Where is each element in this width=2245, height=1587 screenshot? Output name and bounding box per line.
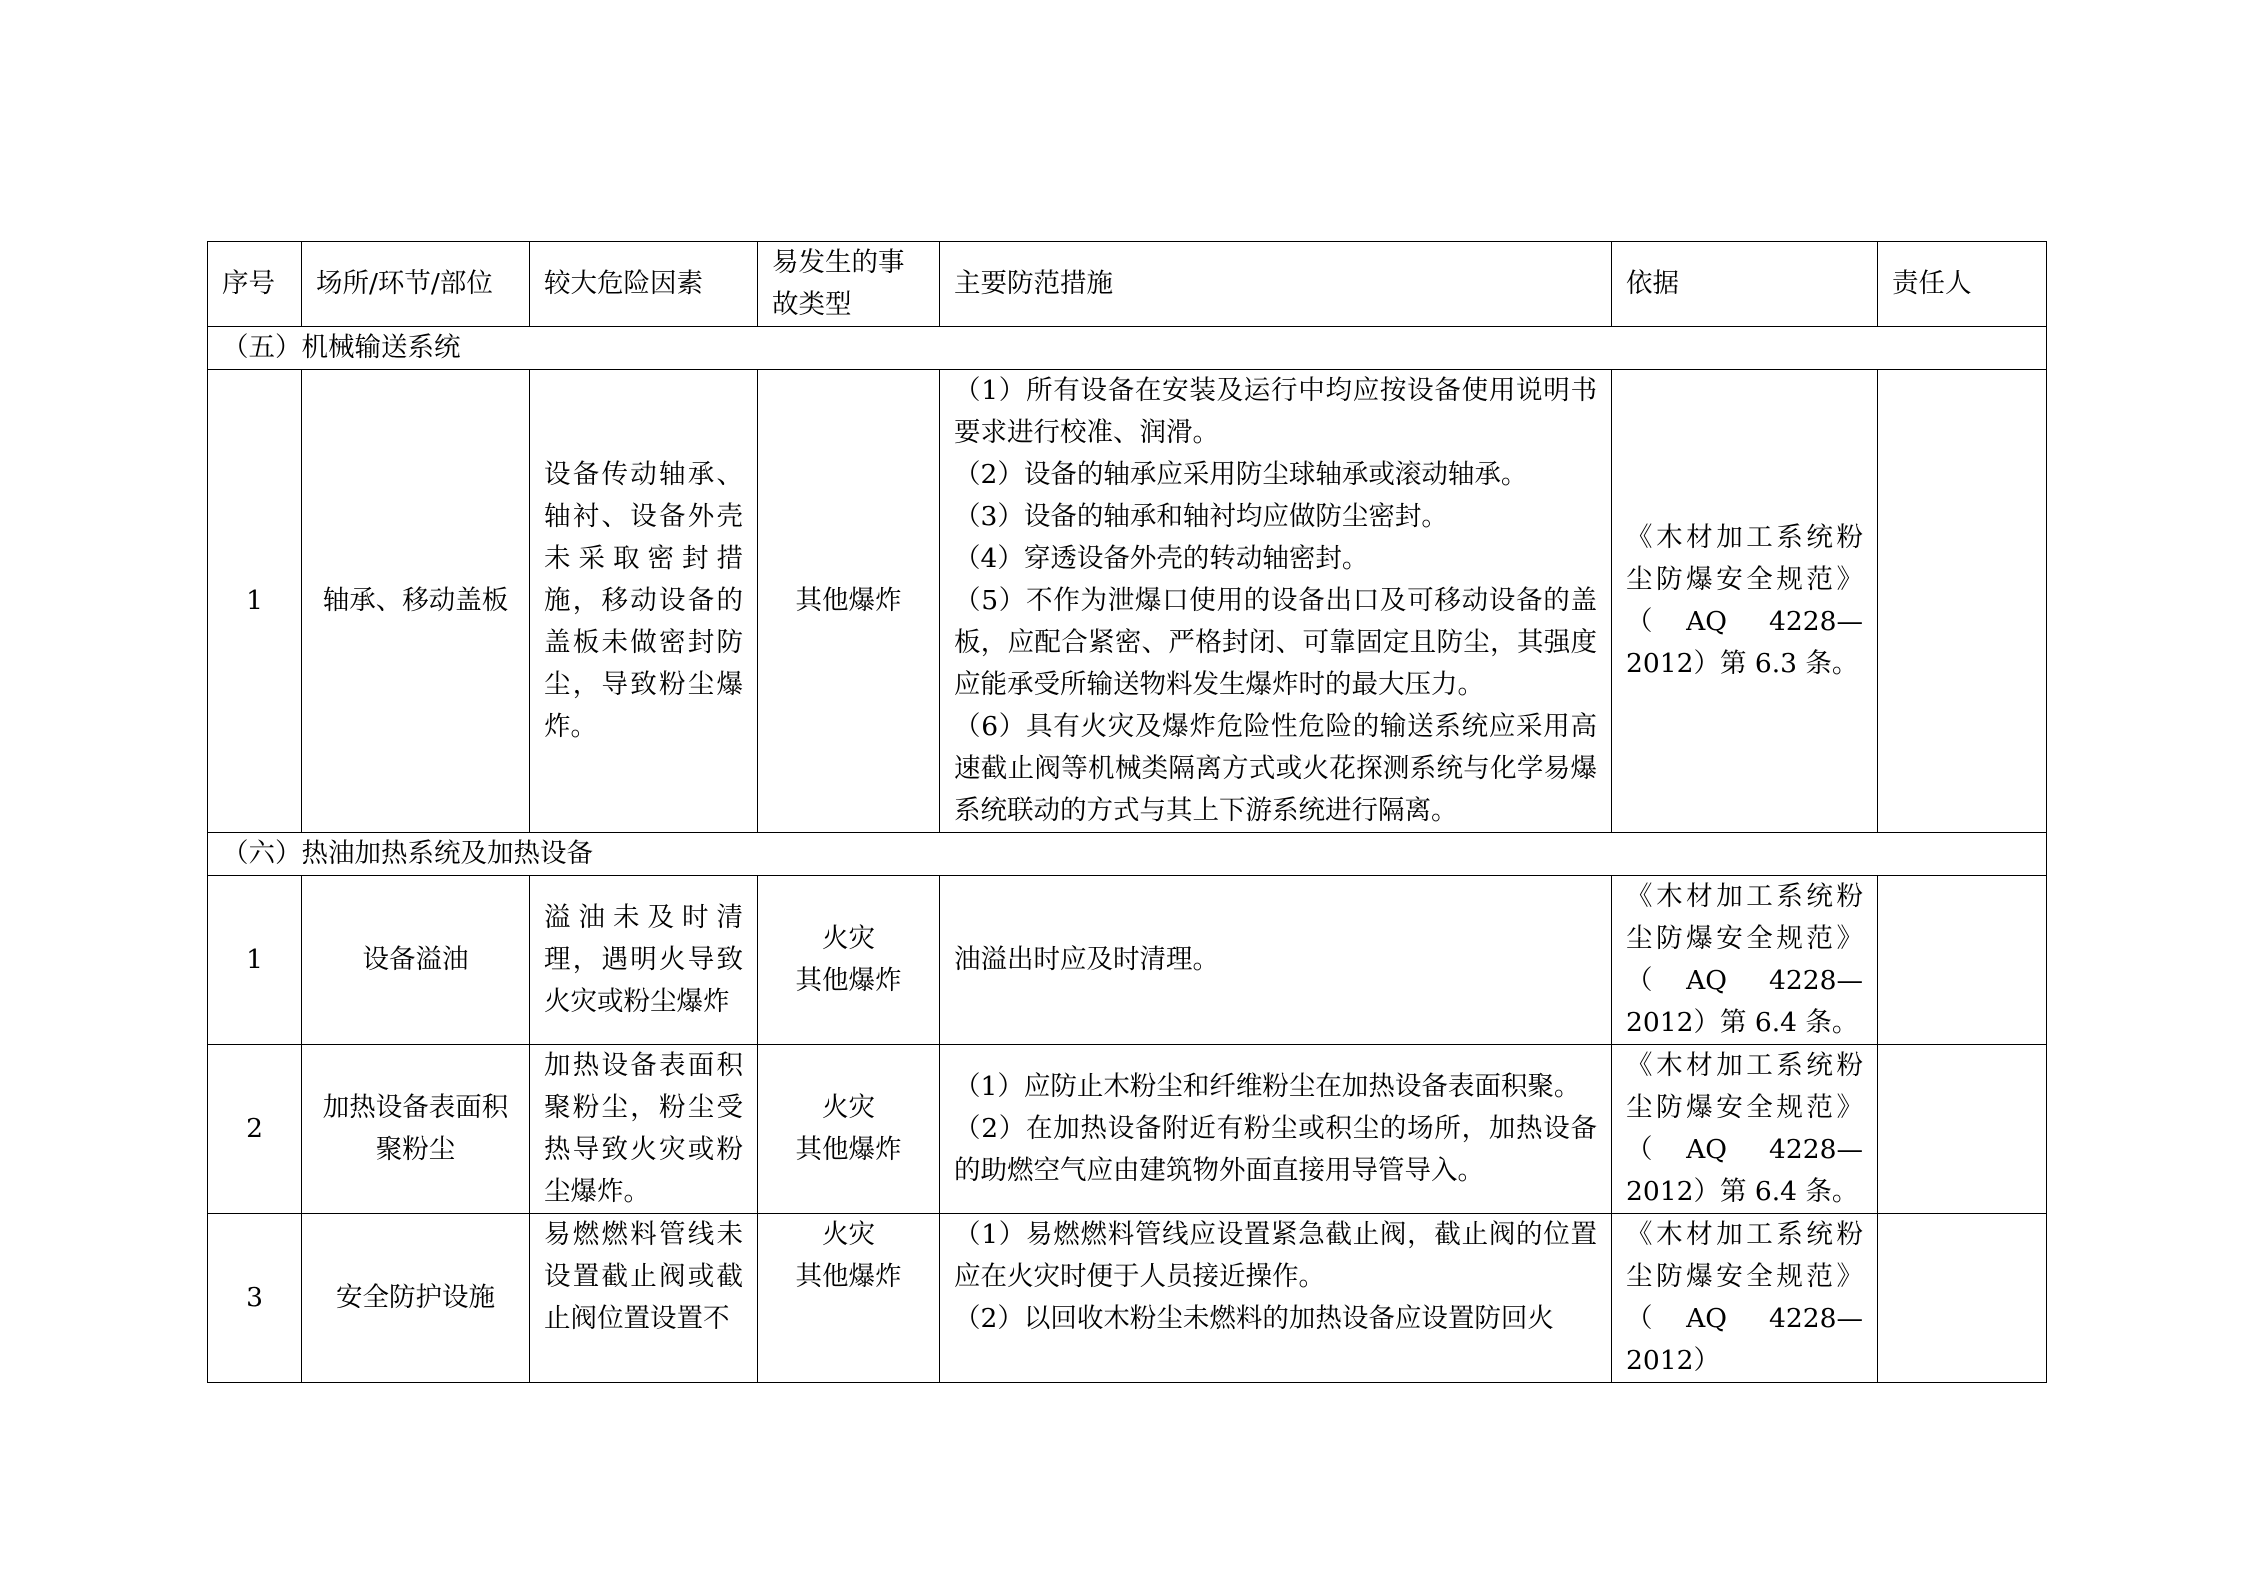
row-hazard: 易燃燃料管线未设置截止阀或截止阀位置设置不 [530,1214,758,1383]
row-hazard: 加热设备表面积聚粉尘，粉尘受热导致火灾或粉尘爆炸。 [530,1045,758,1214]
row-basis: 《木材加工系统粉尘防爆安全规范》（AQ 4228—2012）第 6.4 条。 [1612,1045,1878,1214]
measure-item: （1）应防止木粉尘和纤维粉尘在加热设备表面积聚。 [954,1071,1581,1102]
row-basis: 《木材加工系统粉尘防爆安全规范》（AQ 4228—2012）第 6.3 条。 [1612,370,1878,833]
row-place: 轴承、移动盖板 [302,370,530,833]
row-measures [940,370,1612,833]
row-number: 3 [208,1214,302,1383]
hazard-table [207,241,2047,1383]
table-row [208,876,2047,1045]
table-row [208,1214,2047,1383]
row-accident-type [758,370,940,833]
header-accident-type: 易发生的事故类型 [758,242,940,327]
row-place: 设备溢油 [302,876,530,1045]
header-no: 序号 [208,242,302,327]
table-row [208,370,2047,833]
row-owner [1878,370,2047,833]
accident-type-line: 火灾 [822,923,875,954]
accident-type-line: 火灾 [822,1219,875,1250]
section-row [208,833,2047,876]
row-hazard: 设备传动轴承、轴衬、设备外壳未采取密封措施，移动设备的盖板未做密封防尘，导致粉尘爆炸。 [530,370,758,833]
row-accident-type [758,876,940,1045]
row-measures [940,1045,1612,1214]
header-basis: 依据 [1612,242,1878,327]
row-place: 加热设备表面积聚粉尘 [302,1045,530,1214]
measure-item: （1）所有设备在安装及运行中均应按设备使用说明书要求进行校准、润滑。 [954,375,1597,448]
row-basis: 《木材加工系统粉尘防爆安全规范》（AQ 4228—2012） [1612,1214,1878,1383]
measure-item: 油溢出时应及时清理。 [954,944,1219,975]
measure-item: （3）设备的轴承和轴衬均应做防尘密封。 [954,501,1448,532]
row-measures [940,876,1612,1045]
accident-type-line: 火灾 [822,1092,875,1123]
table-row [208,1045,2047,1214]
table-header-row [208,242,2047,327]
section-title: （五）机械输送系统 [208,327,2047,370]
row-owner [1878,876,2047,1045]
header-measures: 主要防范措施 [940,242,1612,327]
row-accident-type [758,1214,940,1383]
measure-item: （6）具有火灾及爆炸危险性危险的输送系统应采用高速截止阀等机械类隔离方式或火花探测系统与化学易爆系统联动的方式与其上下游系统进行隔离。 [954,711,1597,826]
measure-item: （5）不作为泄爆口使用的设备出口及可移动设备的盖板，应配合紧密、严格封闭、可靠固定且防尘，其强度应能承受所输送物料发生爆炸时的最大压力。 [954,585,1597,700]
header-owner: 责任人 [1878,242,2047,327]
row-accident-type [758,1045,940,1214]
section-title: （六）热油加热系统及加热设备 [208,833,2047,876]
header-hazard: 较大危险因素 [530,242,758,327]
row-basis: 《木材加工系统粉尘防爆安全规范》（AQ 4228—2012）第 6.4 条。 [1612,876,1878,1045]
accident-type-line: 其他爆炸 [795,1261,902,1292]
measure-item: （4）穿透设备外壳的转动轴密封。 [954,543,1369,574]
measure-item: （2）在加热设备附近有粉尘或积尘的场所，加热设备的助燃空气应由建筑物外面直接用导管导入。 [954,1113,1597,1186]
row-number: 1 [208,370,302,833]
accident-type-line: 其他爆炸 [795,585,902,616]
accident-type-line: 其他爆炸 [795,965,902,996]
row-number: 1 [208,876,302,1045]
header-place: 场所/环节/部位 [302,242,530,327]
row-place: 安全防护设施 [302,1214,530,1383]
measure-item: （2）设备的轴承应采用防尘球轴承或滚动轴承。 [954,459,1528,490]
section-row [208,327,2047,370]
accident-type-line: 其他爆炸 [795,1134,902,1165]
row-number: 2 [208,1045,302,1214]
row-owner [1878,1214,2047,1383]
measure-item: （2）以回收木粉尘未燃料的加热设备应设置防回火 [954,1303,1554,1334]
row-measures [940,1214,1612,1383]
row-owner [1878,1045,2047,1214]
row-hazard: 溢油未及时清理，遇明火导致火灾或粉尘爆炸 [530,876,758,1045]
measure-item: （1）易燃燃料管线应设置紧急截止阀，截止阀的位置应在火灾时便于人员接近操作。 [954,1219,1597,1292]
